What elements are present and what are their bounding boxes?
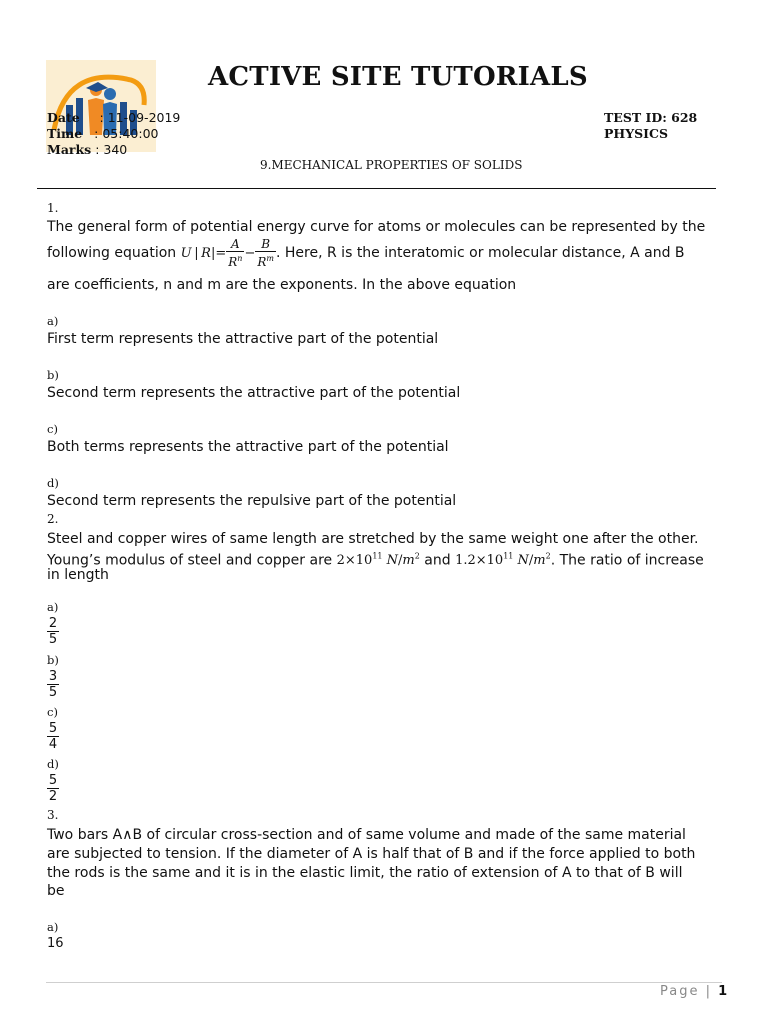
q1-option-d: Second term represents the repulsive part of the potential <box>47 493 457 509</box>
q3-option-a-label: a) <box>47 920 59 934</box>
footer-divider <box>46 982 722 983</box>
page-number: 1 <box>718 984 728 999</box>
time-value: : 05:40:00 <box>94 126 159 141</box>
q1-option-a-label: a) <box>47 314 59 328</box>
q2-line2-pre: Young’s modulus of steel and copper are <box>47 552 333 569</box>
marks-value: : 340 <box>95 142 128 157</box>
q1-line1: The general form of potential energy curve for atoms or molecules can be represented by the <box>47 219 706 235</box>
q2-option-a-fraction: 2 5 <box>48 616 58 647</box>
q3-line2: are subjected to tension. If the diameter of A is half that of B and if the force applied to both <box>47 846 696 862</box>
marks-row <box>47 142 127 157</box>
page-label: Page | <box>660 984 712 999</box>
q2-steel-modulus: $2\times 10^{11}$ $N/m^2$ <box>336 552 420 569</box>
q2-option-b-fraction: 3 5 <box>48 669 58 700</box>
q2-copper-modulus: $1.2\times 10^{11}$ $N/m^2$ <box>455 552 551 569</box>
q1-line2-pre: following equation <box>47 245 177 261</box>
q1-number: 1. <box>47 201 59 215</box>
q2-line2-post: . The ratio of increase <box>550 552 704 569</box>
header-divider <box>37 188 716 189</box>
date-row <box>47 110 180 125</box>
q1-option-d-label: d) <box>47 476 59 490</box>
time-label: Time <box>47 126 83 141</box>
q1-option-b: Second term represents the attractive part of the potential <box>47 385 461 401</box>
q1-line2 <box>47 238 685 269</box>
q2-option-d-fraction: 5 2 <box>48 773 58 804</box>
q1-equation: U | R|= $\frac{A}{R^n}$ − $\frac{B}{R^m}$ <box>180 237 274 269</box>
q3-line1: Two bars A∧B of circular cross-section and of same volume and made of the same material <box>47 827 686 843</box>
q2-line2-mid: and <box>424 552 451 569</box>
q3-number: 3. <box>47 808 59 822</box>
q2-option-c-label: c) <box>47 705 58 719</box>
chapter-title: 9.MECHANICAL PROPERTIES OF SOLIDS <box>260 158 523 172</box>
time-row <box>47 126 158 141</box>
q1-option-c: Both terms represents the attractive part of the potential <box>47 439 449 455</box>
marks-label: Marks <box>47 142 92 157</box>
q1-line2-post: . Here, R is the interatomic or molecular distance, A and B <box>276 245 685 261</box>
test-id: TEST ID: 628 <box>604 110 698 125</box>
q1-option-a: First term represents the attractive part of the potential <box>47 331 439 347</box>
q2-option-d-label: d) <box>47 757 59 771</box>
q2-option-b-label: b) <box>47 653 59 667</box>
q3-option-a: 16 <box>47 936 64 951</box>
page-title: ACTIVE SITE TUTORIALS <box>208 62 588 92</box>
q2-number: 2. <box>47 512 59 526</box>
q2-line1: Steel and copper wires of same length are stretched by the same weight one after the other. <box>47 531 699 547</box>
date-label: Date <box>47 110 80 125</box>
q2-line2 <box>47 548 704 570</box>
q1-option-c-label: c) <box>47 422 58 436</box>
q1-line3: are coefficients, n and m are the exponents. In the above equation <box>47 277 517 293</box>
q2-option-a-label: a) <box>47 600 59 614</box>
page-indicator <box>660 984 727 999</box>
q2-line3: in length <box>47 567 109 583</box>
date-value: : 11-09-2019 <box>99 110 181 125</box>
q3-line4: be <box>47 883 65 899</box>
subject: PHYSICS <box>604 126 668 141</box>
q2-option-c-fraction: 5 4 <box>48 721 58 752</box>
q3-line3: the rods is the same and it is in the elastic limit, the ratio of extension of A to that of B will <box>47 865 683 881</box>
q1-option-b-label: b) <box>47 368 59 382</box>
